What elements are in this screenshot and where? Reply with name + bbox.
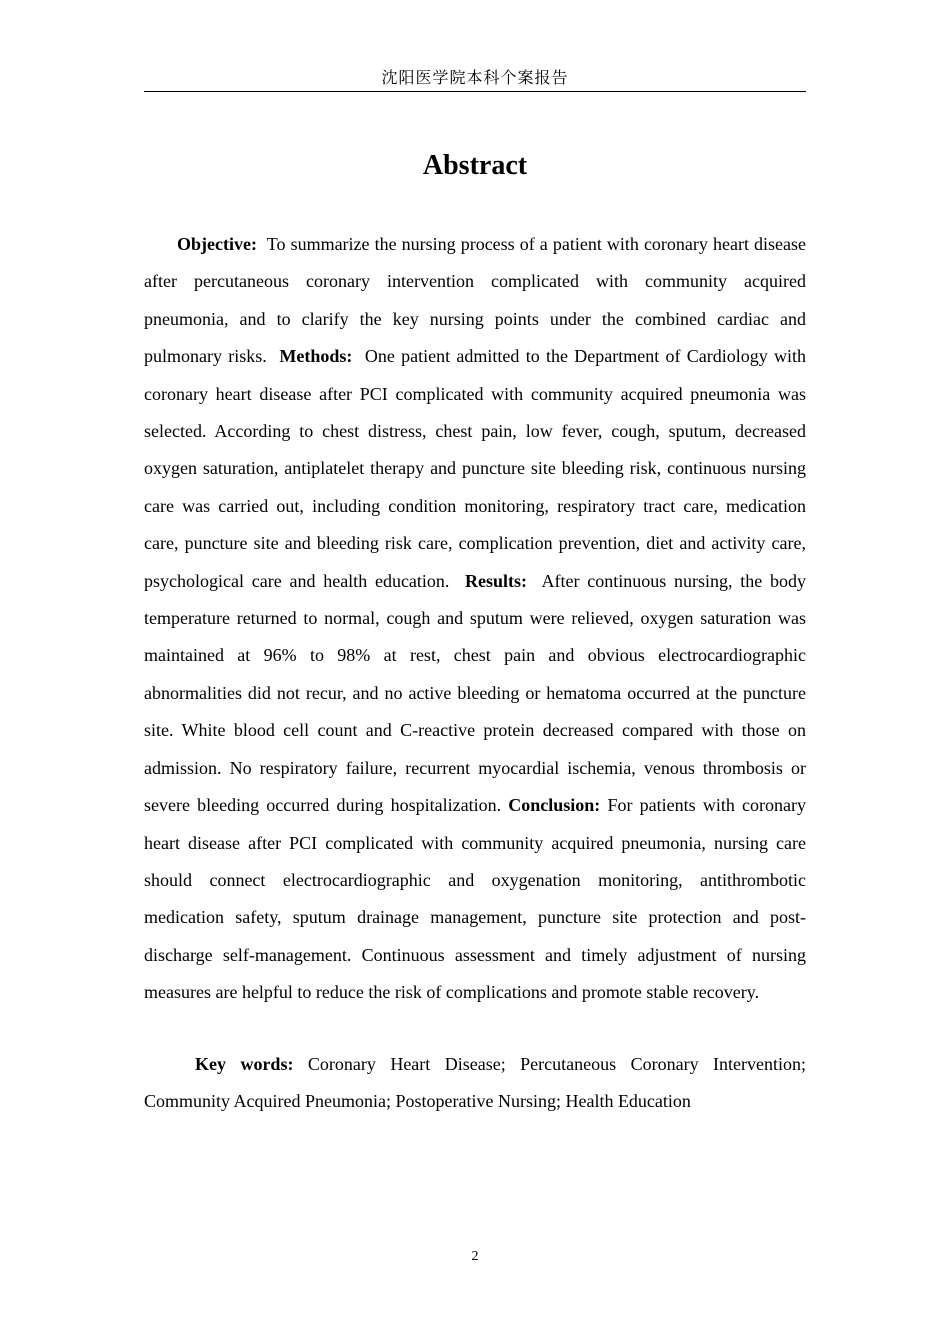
abstract-paragraph xyxy=(144,226,806,1012)
keywords-paragraph xyxy=(144,1046,806,1121)
running-header: 沈阳医学院本科个案报告 xyxy=(381,68,569,87)
conclusion-text: For patients with coronary heart disease after PCI complicated with community acquired pneumonia, nursing care should connect electrocardiographic and oxygenation monitoring, antithrombotic medication safety, sputum drainage management, puncture site protection and post-discharge self-management. Continuous assessment and timely adjustment of nursing measures are helpful to reduce the risk of complications and promote stable recovery. xyxy=(144,795,806,1003)
page-number: 2 xyxy=(471,1249,479,1264)
conclusion-label: Conclusion: xyxy=(508,795,601,816)
results-label: Results: xyxy=(464,570,527,591)
methods-text: One patient admitted to the Department of Cardiology with coronary heart disease after PCI complicated with community acquired pneumonia was selected. According to chest distress, chest pain, low fever, cough, sputum, decreased oxygen saturation, antiplatelet therapy and puncture site bleeding risk, continuous nursing care was carried out, including condition monitoring, respiratory tract care, medication care, puncture site and bleeding risk care, complication prevention, diet and activity care, psychological care and health education. xyxy=(144,346,807,591)
objective-label: Objective: xyxy=(177,234,257,254)
results-text: After continuous nursing, the body temperature returned to normal, cough and sputum were relieved, oxygen saturation was maintained at 96% to 98% at rest, chest pain and obvious electrocardiographic abnormalities did not recur, and no active bleeding or hematoma occurred at the puncture site. White blood cell count and C-reactive protein decreased compared with those on admission. No respiratory failure, recurrent myocardial ischemia, venous thrombosis or severe bleeding occurred during hospitalization. xyxy=(144,570,806,816)
methods-label: Methods: xyxy=(279,346,353,367)
keywords-label: Key words: xyxy=(195,1054,294,1074)
objective-text: To summarize the nursing process of a patient with coronary heart disease after percutaneous coronary intervention complicated with community acquired pneumonia, and to clarify the key nursing points under the combined cardiac and pulmonary risks. xyxy=(144,234,806,367)
header-rule xyxy=(144,91,806,92)
keywords-text: Coronary Heart Disease; Percutaneous Coronary Intervention; Community Acquired Pneumonia; Postoperative Nursing; Health Education xyxy=(144,1054,806,1112)
abstract-title: Abstract xyxy=(422,150,528,181)
